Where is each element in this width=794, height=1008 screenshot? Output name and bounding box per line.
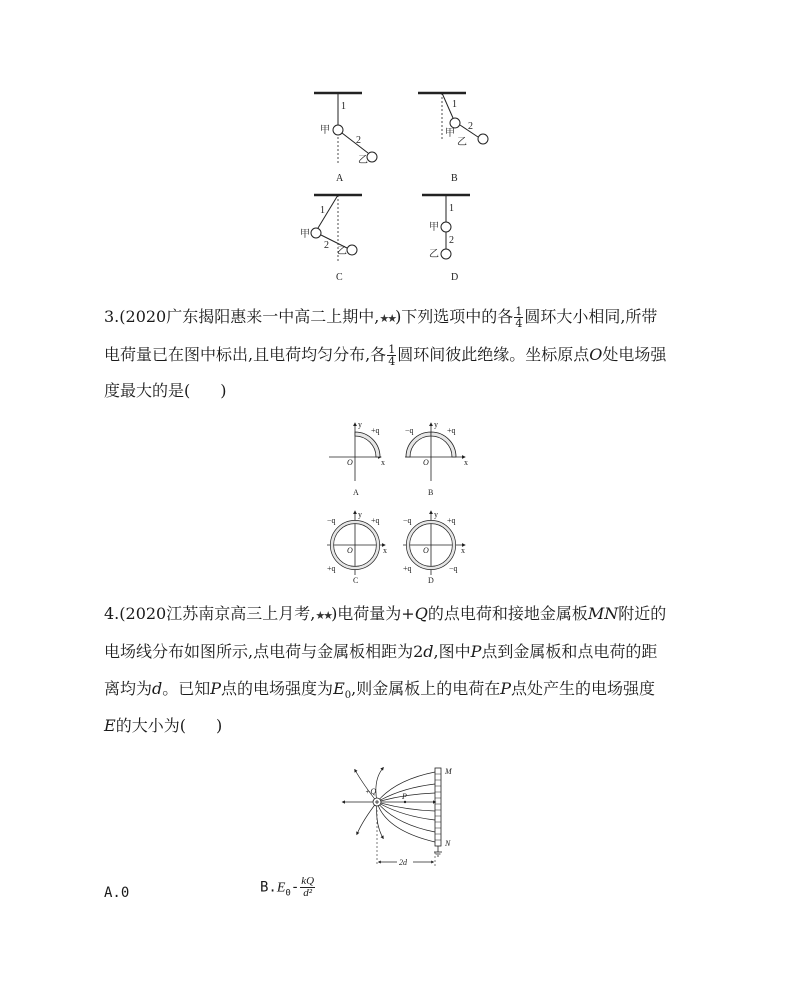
svg-text:y: y (358, 420, 362, 429)
yi-label: 乙 (429, 249, 439, 260)
q3-number: 3. (104, 307, 120, 326)
svg-text:x: x (383, 546, 387, 555)
fraction-one-quarter: $\frac{1}{4}$ (388, 343, 396, 368)
q4-line-3: 离均为d。已知P点的电场强度为$E_0$,则金属板上的电荷在P点处产生的电场强度 (104, 679, 655, 702)
option-d-label: D (451, 272, 459, 283)
jia-label: 甲 (320, 125, 330, 136)
ring-option-d (403, 510, 465, 585)
svg-text:A: A (353, 488, 359, 497)
thread-1-label: 1 (341, 101, 346, 112)
field-lines-figure (335, 760, 465, 870)
svg-text:−q: −q (449, 564, 458, 573)
svg-text:y: y (434, 420, 438, 429)
thread-2-label: 2 (468, 121, 473, 132)
jia-label: 甲 (300, 229, 310, 240)
svg-text:+Q: +Q (365, 787, 377, 796)
svg-text:−q: −q (403, 516, 412, 525)
thread-2-label: 2 (356, 135, 361, 146)
svg-text:O: O (347, 546, 353, 555)
q3-source: (2020广东揭阳惠来一中高二上期中, (119, 307, 380, 326)
yi-label: 乙 (457, 137, 467, 148)
svg-text:C: C (353, 576, 359, 585)
svg-text:+q: +q (447, 516, 456, 525)
q4-line-2: 电场线分布如图所示,点电荷与金属板相距为2d,图中P点到金属板和点电荷的距 (104, 642, 658, 661)
svg-text:+q: +q (447, 426, 456, 435)
jia-label: 甲 (429, 222, 439, 233)
pendulum-figure (300, 85, 500, 285)
option-b-label: B (451, 173, 458, 184)
q3-line-1: 3.(2020广东揭阳惠来一中高二上期中,★★)下列选项中的各 $\frac{1}{4}$ 圆环大小相同,所带 (104, 305, 658, 330)
q4-line-1: 4.(2020江苏南京高三上月考,★★)电荷量为+Q的点电荷和接地金属板MN附近的 (104, 604, 667, 623)
thread-1-label: 1 (452, 99, 457, 110)
ring-option-b (405, 420, 468, 497)
jia-label: 甲 (445, 128, 455, 139)
q4-line-4: E的大小为( ) (104, 716, 223, 735)
svg-text:−q: −q (327, 516, 336, 525)
ring-option-c (327, 510, 387, 585)
q4-source: (2020江苏南京高三上月考, (119, 604, 316, 623)
q3-line-2: 电荷量已在图中标出,且电荷均匀分布,各 $\frac{1}{4}$ 圆环间彼此绝缘。坐标原点O处电场强 (104, 343, 667, 368)
pendulum-option-c (300, 195, 362, 283)
thread-2-label: 2 (324, 240, 329, 251)
thread-1-label: 1 (320, 205, 325, 216)
svg-text:P: P (402, 792, 407, 801)
svg-text:y: y (358, 510, 362, 519)
option-c-label: C (336, 272, 343, 283)
difficulty-stars-icon: ★★ (315, 609, 332, 622)
svg-text:−q: −q (405, 426, 414, 435)
svg-text:B: B (428, 488, 434, 497)
fraction-one-quarter: $\frac{1}{4}$ (515, 305, 523, 330)
quarter-rings-figure (325, 415, 485, 587)
option-a-label: A (336, 173, 344, 184)
svg-text:2d: 2d (399, 858, 407, 867)
svg-text:+q: +q (327, 564, 336, 573)
svg-text:x: x (461, 546, 465, 555)
q4-number: 4. (104, 604, 120, 623)
svg-text:D: D (428, 576, 434, 585)
thread-2-label: 2 (449, 235, 454, 246)
svg-text:O: O (423, 458, 429, 467)
yi-label: 乙 (337, 246, 347, 257)
q3-line-3: 度最大的是( ) (104, 381, 227, 400)
answer-option-a: A.0 (104, 885, 130, 901)
answer-option-b: $B.E_0-$ $\frac{kQ}{\text{d²}}$ (260, 875, 315, 899)
fraction-kq-over-d2: $\frac{kQ}{\text{d²}}$ (301, 875, 315, 899)
svg-text:+q: +q (371, 426, 380, 435)
yi-label: 乙 (358, 155, 368, 166)
svg-text:+q: +q (371, 516, 380, 525)
ring-option-a (329, 420, 385, 497)
svg-text:x: x (381, 458, 385, 467)
svg-text:x: x (464, 458, 468, 467)
thread-1-label: 1 (449, 203, 454, 214)
pendulum-option-b (418, 93, 488, 184)
difficulty-stars-icon: ★★ (379, 312, 396, 325)
svg-text:+q: +q (403, 564, 412, 573)
pendulum-option-d (422, 195, 470, 283)
svg-text:M: M (445, 767, 452, 776)
svg-text:O: O (347, 458, 353, 467)
svg-text:N: N (445, 839, 451, 848)
pendulum-option-a (314, 93, 377, 184)
svg-text:O: O (423, 546, 429, 555)
svg-text:y: y (434, 510, 438, 519)
